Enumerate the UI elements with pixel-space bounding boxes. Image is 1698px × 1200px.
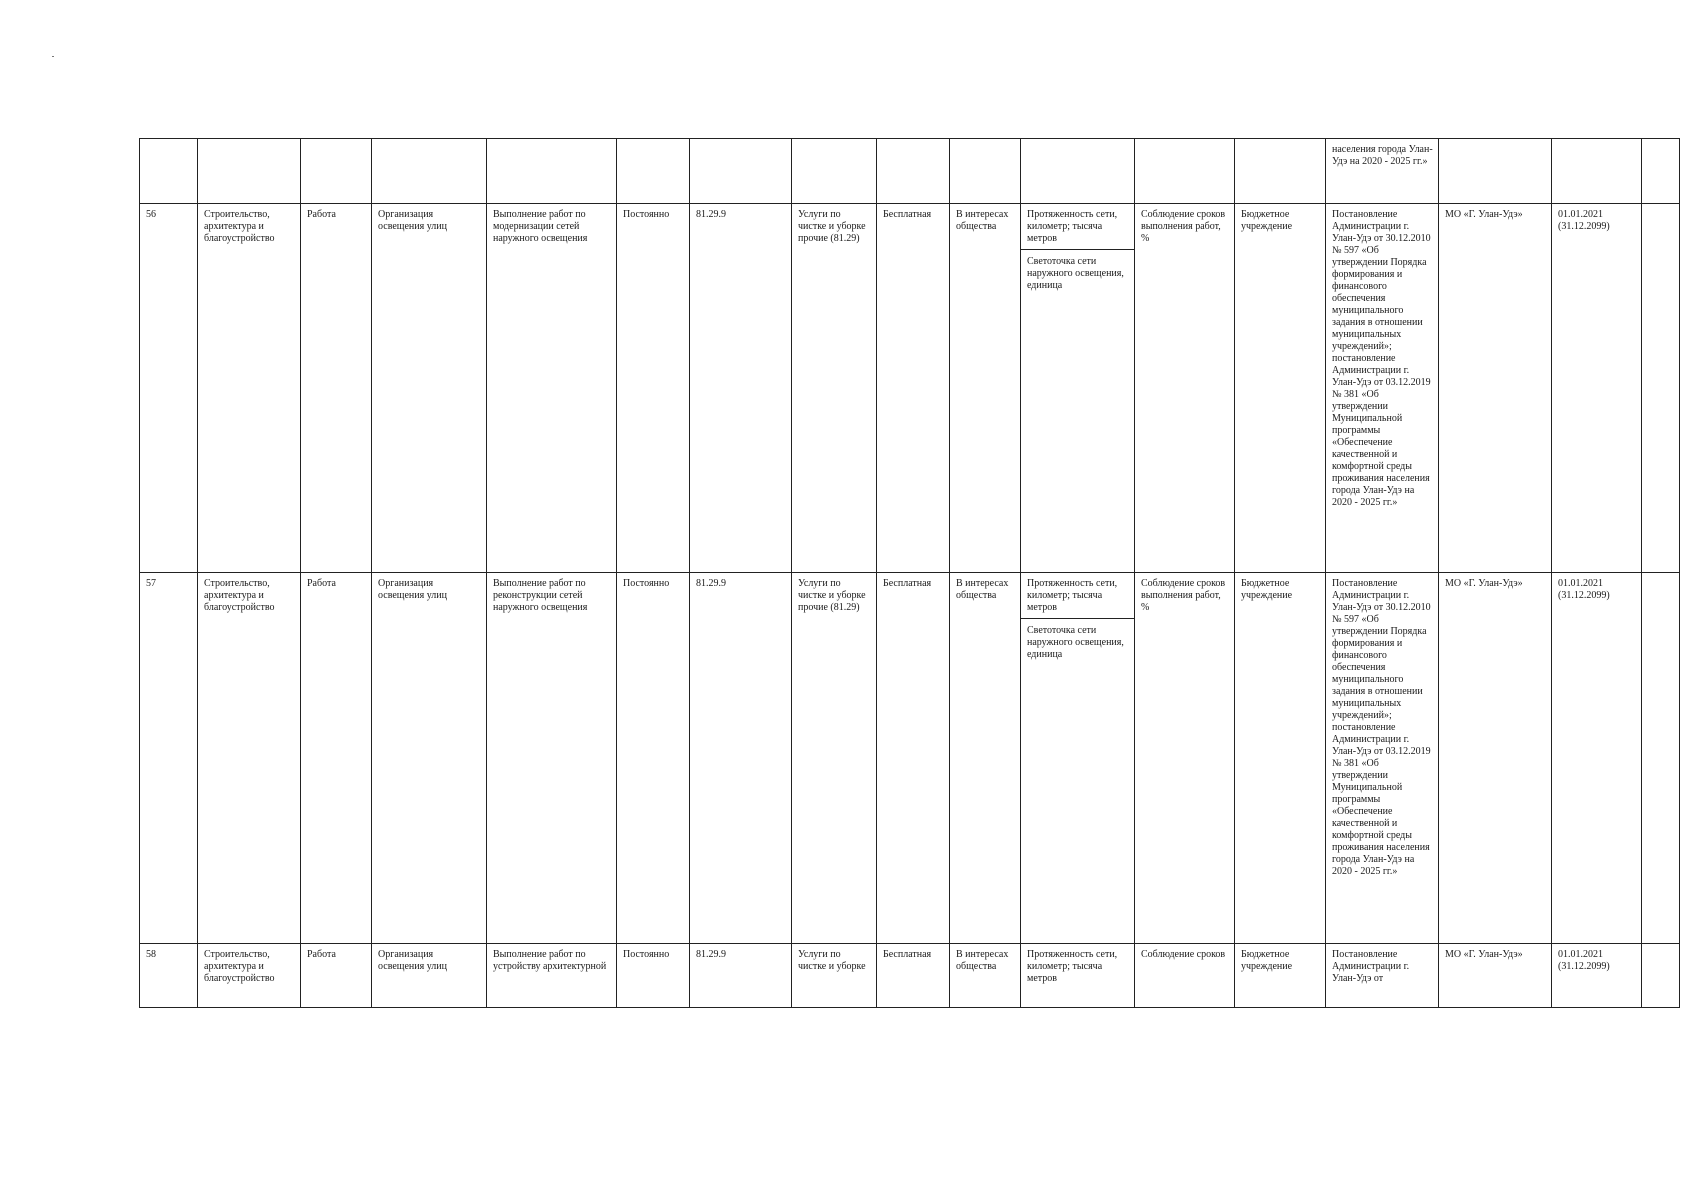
cell-legal: Постановление Администрации г. Улан-Удэ от 30.12.2010 № 597 «Об утверждении Порядка формирования и финансового обеспечения муниципального задания в отношении муниципальных учреждений»; постановление Администрации г. Улан-Удэ от 03.12.2019 № 381 «Об утверждении Муниципальной программы «Обеспечение качественной и комфортной среды проживания населения города Улан-Удэ на 2020 - 2025 гг.»	[1326, 204, 1439, 573]
cell-name: Организация освещения улиц	[372, 573, 487, 944]
cell-name: Организация освещения улиц	[372, 944, 487, 1008]
cell-authority: МО «Г. Улан-Удэ»	[1439, 573, 1552, 944]
cell-okpd: Услуги по чистке и уборке	[792, 944, 877, 1008]
cell-num	[140, 139, 198, 204]
cell-type: Работа	[301, 573, 372, 944]
cell-dates: 01.01.2021 (31.12.2099)	[1552, 944, 1642, 1008]
cell-quality: Соблюдение сроков выполнения работ, %	[1135, 204, 1235, 573]
scan-speck	[52, 56, 54, 57]
cell-content: Выполнение работ по реконструкции сетей наружного освещения	[487, 573, 617, 944]
cell-type: Работа	[301, 944, 372, 1008]
volume-indicator-length: Протяженность сети, километр; тысяча метров	[1021, 204, 1134, 250]
cell-sector: Строительство, архитектура и благоустройство	[198, 573, 301, 944]
cell-institution: Бюджетное учреждение	[1235, 573, 1326, 944]
cell-type	[301, 139, 372, 204]
cell-extra	[1642, 204, 1680, 573]
cell-volume	[1021, 139, 1135, 204]
cell-extra	[1642, 944, 1680, 1008]
cell-name: Организация освещения улиц	[372, 204, 487, 573]
cell-name	[372, 139, 487, 204]
table-row-continued	[140, 139, 1680, 204]
cell-okpd: Услуги по чистке и уборке прочие (81.29)	[792, 573, 877, 944]
cell-frequency	[617, 139, 690, 204]
volume-indicator-lightpoint: Светоточка сети наружного освещения, единица	[1027, 625, 1124, 660]
table-row	[140, 944, 1680, 1008]
cell-okved: 81.29.9	[690, 573, 792, 944]
cell-extra	[1642, 139, 1680, 204]
table-row	[140, 573, 1680, 944]
cell-content: Выполнение работ по устройству архитектурной	[487, 944, 617, 1008]
cell-num: 58	[140, 944, 198, 1008]
cell-volume: Протяженность сети, километр; тысяча метров	[1021, 944, 1135, 1008]
table-row	[140, 204, 1680, 573]
registry-table	[139, 138, 1680, 1008]
cell-sector: Строительство, архитектура и благоустройство	[198, 204, 301, 573]
cell-consumers: В интересах общества	[950, 204, 1021, 573]
cell-legal: населения города Улан-Удэ на 2020 - 2025 гг.»	[1326, 139, 1439, 204]
cell-okpd	[792, 139, 877, 204]
cell-volume	[1021, 573, 1135, 944]
cell-okved	[690, 139, 792, 204]
cell-legal: Постановление Администрации г. Улан-Удэ от 30.12.2010 № 597 «Об утверждении Порядка формирования и финансового обеспечения муниципального задания в отношении муниципальных учреждений»; постановление Администрации г. Улан-Удэ от 03.12.2019 № 381 «Об утверждении Муниципальной программы «Обеспечение качественной и комфортной среды проживания населения города Улан-Удэ на 2020 - 2025 гг.»	[1326, 573, 1439, 944]
cell-legal: Постановление Администрации г. Улан-Удэ от	[1326, 944, 1439, 1008]
cell-frequency: Постоянно	[617, 944, 690, 1008]
cell-payment: Бесплатная	[877, 573, 950, 944]
cell-okved: 81.29.9	[690, 944, 792, 1008]
cell-payment: Бесплатная	[877, 944, 950, 1008]
cell-num: 57	[140, 573, 198, 944]
cell-quality	[1135, 139, 1235, 204]
volume-indicator-lightpoint: Светоточка сети наружного освещения, единица	[1027, 256, 1124, 291]
cell-quality: Соблюдение сроков выполнения работ, %	[1135, 573, 1235, 944]
cell-authority: МО «Г. Улан-Удэ»	[1439, 204, 1552, 573]
cell-okpd: Услуги по чистке и уборке прочие (81.29)	[792, 204, 877, 573]
cell-okved: 81.29.9	[690, 204, 792, 573]
cell-frequency: Постоянно	[617, 573, 690, 944]
cell-consumers	[950, 139, 1021, 204]
cell-num: 56	[140, 204, 198, 573]
cell-content	[487, 139, 617, 204]
cell-quality: Соблюдение сроков	[1135, 944, 1235, 1008]
cell-dates: 01.01.2021 (31.12.2099)	[1552, 204, 1642, 573]
cell-institution	[1235, 139, 1326, 204]
cell-dates: 01.01.2021 (31.12.2099)	[1552, 573, 1642, 944]
cell-content: Выполнение работ по модернизации сетей наружного освещения	[487, 204, 617, 573]
cell-institution: Бюджетное учреждение	[1235, 204, 1326, 573]
cell-institution: Бюджетное учреждение	[1235, 944, 1326, 1008]
cell-authority	[1439, 139, 1552, 204]
cell-consumers: В интересах общества	[950, 573, 1021, 944]
cell-dates	[1552, 139, 1642, 204]
cell-extra	[1642, 573, 1680, 944]
cell-payment	[877, 139, 950, 204]
cell-frequency: Постоянно	[617, 204, 690, 573]
cell-type: Работа	[301, 204, 372, 573]
cell-consumers: В интересах общества	[950, 944, 1021, 1008]
cell-sector	[198, 139, 301, 204]
cell-sector: Строительство, архитектура и благоустройство	[198, 944, 301, 1008]
volume-indicator-length: Протяженность сети, километр; тысяча метров	[1021, 573, 1134, 619]
cell-volume	[1021, 204, 1135, 573]
cell-payment: Бесплатная	[877, 204, 950, 573]
cell-authority: МО «Г. Улан-Удэ»	[1439, 944, 1552, 1008]
